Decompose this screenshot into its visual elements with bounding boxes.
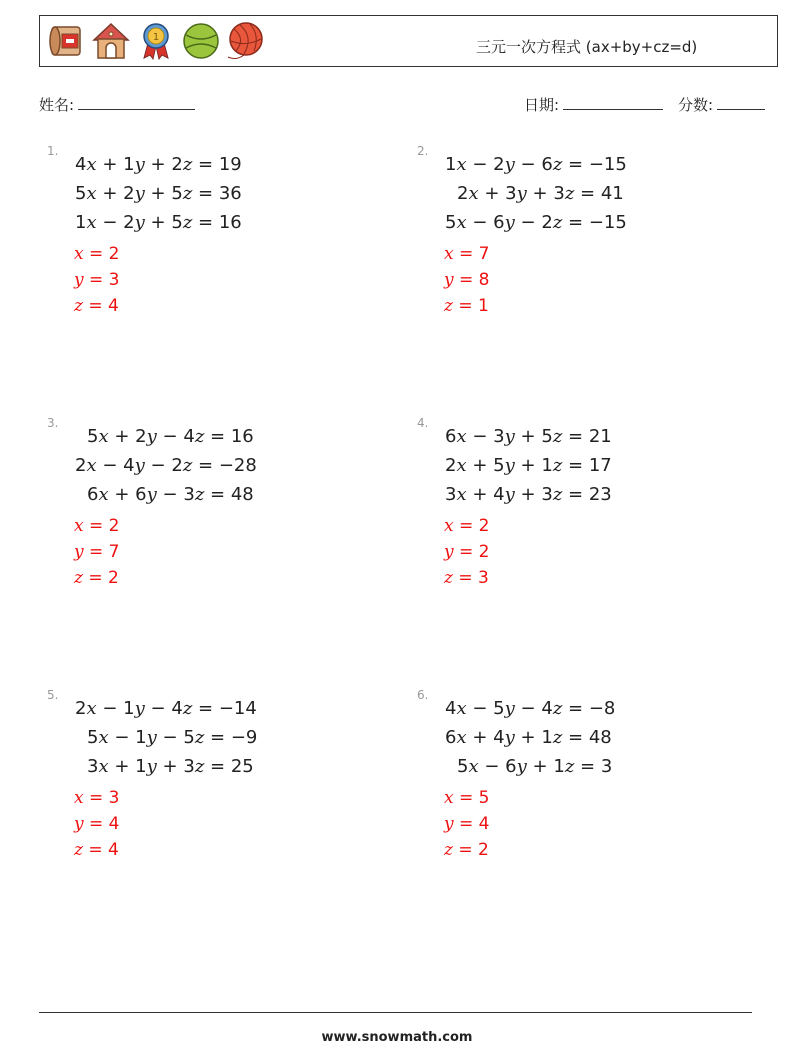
- name-field: [39, 94, 195, 115]
- answer-block: [444, 241, 490, 319]
- footer-website[interactable]: www.snowmath.com: [321, 1030, 473, 1045]
- scroll-icon: [46, 21, 86, 61]
- equation-system: [75, 150, 242, 237]
- answer-x: x = 3: [74, 788, 120, 808]
- answer-block: [74, 513, 120, 591]
- equation: 2x − 1y − 4z = −14: [75, 698, 257, 719]
- equation: 6x + 4y + 1z = 48: [445, 727, 612, 748]
- answer-block: [74, 241, 120, 319]
- problem-number: 3.: [47, 416, 59, 430]
- equation: 6x + 6y − 3z = 48: [87, 484, 254, 505]
- answer-z: z = 3: [444, 568, 489, 588]
- answer-z: z = 4: [74, 296, 119, 316]
- score-label: 分数:: [678, 96, 714, 114]
- date-label: 日期:: [524, 96, 560, 114]
- answer-z: z = 1: [444, 296, 489, 316]
- equation: 5x + 2y − 4z = 16: [87, 426, 254, 447]
- header-icons: [46, 21, 266, 61]
- equation: 2x + 3y + 3z = 41: [457, 183, 624, 204]
- name-blank[interactable]: [78, 95, 195, 110]
- equation: 6x − 3y + 5z = 21: [445, 426, 612, 447]
- equation-system: [75, 694, 257, 781]
- worksheet-header: [39, 15, 778, 67]
- svg-text:1: 1: [152, 32, 160, 43]
- answer-block: [74, 785, 120, 863]
- equation: 4x − 5y − 4z = −8: [445, 698, 616, 719]
- equation-system: [445, 694, 615, 781]
- yarn-ball-icon: [226, 21, 266, 61]
- problem-6: [417, 688, 757, 938]
- equation-system: [445, 150, 627, 237]
- answer-z: z = 4: [74, 840, 119, 860]
- worksheet-title: 三元一次方程式 (ax+by+cz=d): [476, 38, 698, 56]
- problem-4: [417, 416, 757, 666]
- equation: 5x − 1y − 5z = −9: [87, 727, 258, 748]
- answer-block: [444, 513, 490, 591]
- footer-divider: [39, 1012, 752, 1013]
- equation: 5x − 6y − 2z = −15: [445, 212, 627, 233]
- date-field: [524, 94, 663, 115]
- equation: 1x − 2y − 6z = −15: [445, 154, 627, 175]
- answer-y: y = 4: [444, 814, 490, 834]
- medal-icon: [136, 21, 176, 61]
- answer-z: z = 2: [444, 840, 489, 860]
- answer-y: y = 3: [74, 270, 120, 290]
- answer-x: x = 2: [444, 516, 490, 536]
- problem-number: 5.: [47, 688, 59, 702]
- equation: 3x + 1y + 3z = 25: [87, 756, 254, 777]
- answer-block: [444, 785, 490, 863]
- equation: 5x − 6y + 1z = 3: [457, 756, 613, 777]
- answer-y: y = 8: [444, 270, 490, 290]
- answer-x: x = 2: [74, 516, 120, 536]
- answer-x: x = 5: [444, 788, 490, 808]
- equation: 1x − 2y + 5z = 16: [75, 212, 242, 233]
- name-label: 姓名:: [39, 96, 75, 114]
- equation: 2x + 5y + 1z = 17: [445, 455, 612, 476]
- problem-number: 6.: [417, 688, 429, 702]
- answer-y: y = 2: [444, 542, 490, 562]
- problem-2: [417, 144, 757, 394]
- equation: 4x + 1y + 2z = 19: [75, 154, 242, 175]
- answer-x: x = 7: [444, 244, 490, 264]
- tennis-ball-icon: [181, 21, 221, 61]
- doghouse-icon: [91, 21, 131, 61]
- answer-z: z = 2: [74, 568, 119, 588]
- score-blank[interactable]: [717, 95, 765, 110]
- problem-number: 1.: [47, 144, 59, 158]
- equation: 5x + 2y + 5z = 36: [75, 183, 242, 204]
- equation: 3x + 4y + 3z = 23: [445, 484, 612, 505]
- score-field: [678, 94, 765, 115]
- equation: 2x − 4y − 2z = −28: [75, 455, 257, 476]
- problem-5: [47, 688, 387, 938]
- equation-system: [75, 422, 257, 509]
- problem-3: [47, 416, 387, 666]
- problem-1: [47, 144, 387, 394]
- problem-number: 2.: [417, 144, 429, 158]
- answer-y: y = 7: [74, 542, 120, 562]
- date-blank[interactable]: [563, 95, 663, 110]
- answer-x: x = 2: [74, 244, 120, 264]
- answer-y: y = 4: [74, 814, 120, 834]
- problem-number: 4.: [417, 416, 429, 430]
- equation-system: [445, 422, 612, 509]
